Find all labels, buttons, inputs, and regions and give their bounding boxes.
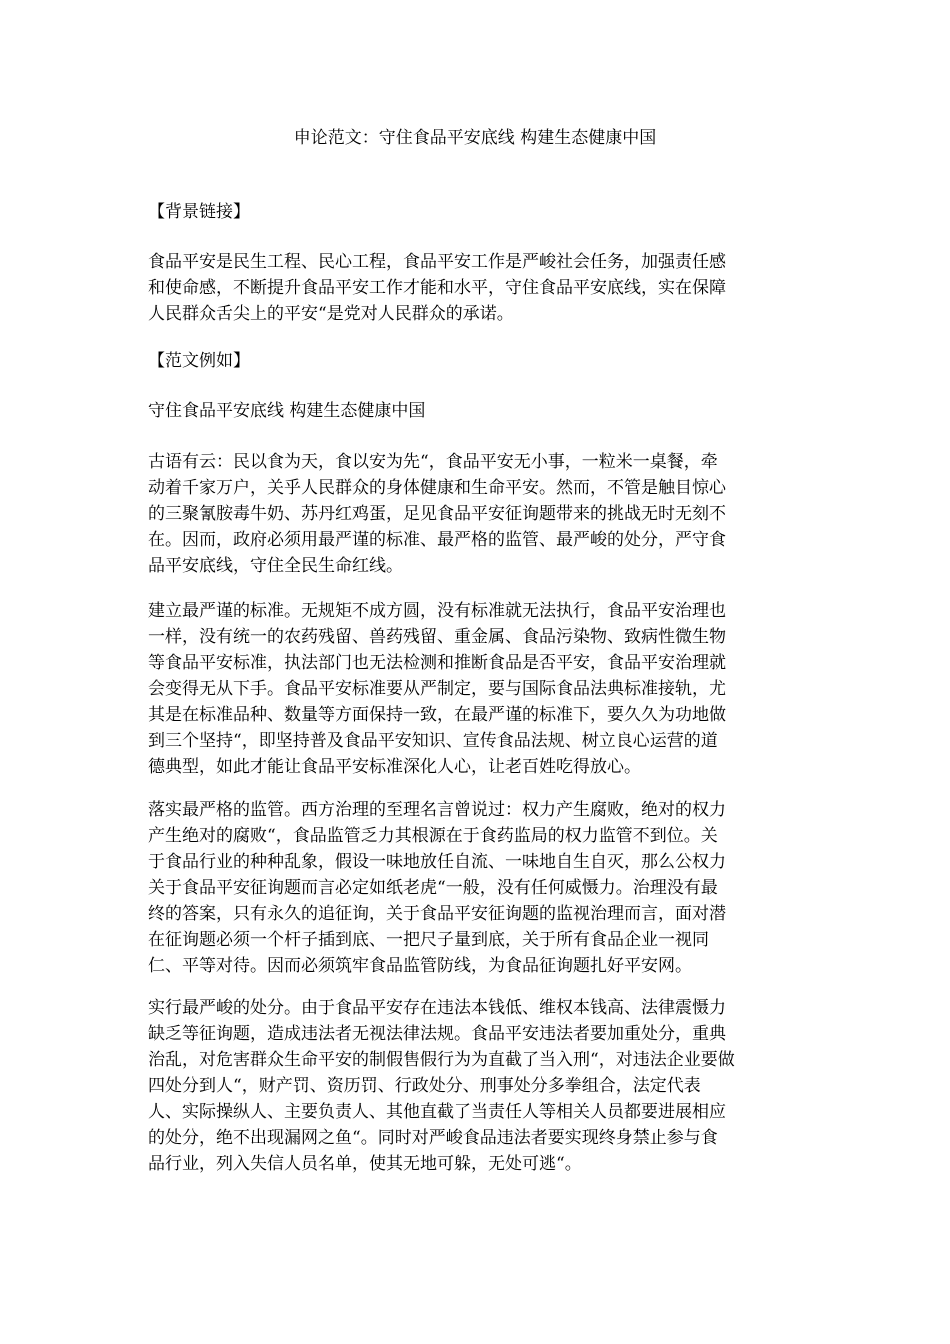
paragraph-line: 产生绝对的腐败“，食品监管乏力其根源在于食药监局的权力监管不到位。关 — [148, 826, 718, 846]
essay-paragraph-4 — [148, 995, 802, 1177]
paragraph-line: 其是在标准品种、数量等方面保持一致，在最严谨的标准下，要久久为功地做 — [148, 705, 726, 725]
paragraph-line: 会变得无从下手。食品平安标准要从严制定，要与国际食品法典标准接轨，尤 — [148, 679, 726, 699]
example-heading — [148, 348, 802, 374]
example-heading-text: 【范文例如】 — [148, 351, 250, 371]
paragraph-line: 四处分到人“，财产罚、资历罚、行政处分、刑事处分多拳组合，法定代表 — [148, 1076, 701, 1096]
paragraph-line: 动着千家万户，关乎人民群众的身体健康和生命平安。然而，不管是触目惊心 — [148, 478, 726, 498]
paragraph-line: 落实最严格的监管。西方治理的至理名言曾说过：权力产生腐败，绝对的权力 — [148, 800, 726, 820]
paragraph-line: 实行最严峻的处分。由于食品平安存在违法本钱低、维权本钱高、法律震慑力 — [148, 998, 726, 1018]
paragraph-line: 的处分，绝不出现漏网之鱼“。同时对严峻食品违法者要实现终身禁止参与食 — [148, 1128, 718, 1148]
paragraph-line: 在。因而，政府必须用最严谨的标准、最严格的监管、最严峻的处分，严守食 — [148, 530, 726, 550]
essay-title-text: 守住食品平安底线 构建生态健康中国 — [148, 401, 426, 421]
essay-paragraph-2 — [148, 598, 802, 780]
paragraph-line: 的三聚氰胺毒牛奶、苏丹红鸡蛋，足见食品平安征询题带来的挑战无时无刻不 — [148, 504, 726, 524]
background-heading-text: 【背景链接】 — [148, 202, 250, 222]
paragraph-line: 终的答案，只有永久的追征询，关于食品平安征询题的监视治理而言，面对潜 — [148, 904, 726, 924]
paragraph-line: 于食品行业的种种乱象，假设一味地放任自流、一味地自生自灭，那么公权力 — [148, 852, 726, 872]
essay-title — [148, 398, 802, 424]
paragraph-line: 仁、平等对待。因而必须筑牢食品监管防线，为食品征询题扎好平安网。 — [148, 956, 692, 976]
paragraph-line: 和使命感，不断提升食品平安工作才能和水平，守住食品平安底线，实在保障 — [148, 278, 726, 298]
paragraph-line: 德典型，如此才能让食品平安标准深化人心，让老百姓吃得放心。 — [148, 757, 641, 777]
paragraph-line: 在征询题必须一个杆子插到底、一把尺子量到底，关于所有食品企业一视同 — [148, 930, 709, 950]
essay-paragraph-3 — [148, 797, 802, 979]
paragraph-line: 治乱，对危害群众生命平安的制假售假行为为直截了当入刑“，对违法企业要做 — [148, 1050, 735, 1070]
background-paragraph — [148, 249, 802, 327]
paragraph-line: 品平安底线，守住全民生命红线。 — [148, 556, 403, 576]
paragraph-line: 关于食品平安征询题而言必定如纸老虎“一般，没有任何威慑力。治理没有最 — [148, 878, 718, 898]
essay-paragraph-1 — [148, 449, 802, 579]
paragraph-line: 品行业，列入失信人员名单，使其无地可躲，无处可逃“。 — [148, 1154, 582, 1174]
background-heading — [148, 199, 802, 225]
document-title: 申论范文：守住食品平安底线 构建生态健康中国 — [293, 128, 657, 148]
paragraph-line: 食品平安是民生工程、民心工程，食品平安工作是严峻社会任务，加强责任感 — [148, 252, 726, 272]
paragraph-line: 古语有云：民以食为天，食以安为先“，食品平安无小事，一粒米一桌餐，牵 — [148, 452, 718, 472]
paragraph-line: 等食品平安标准，执法部门也无法检测和推断食品是否平安，食品平安治理就 — [148, 653, 726, 673]
paragraph-line: 人、实际操纵人、主要负责人、其他直截了当责任人等相关人员都要进展相应 — [148, 1102, 726, 1122]
paragraph-line: 建立最严谨的标准。无规矩不成方圆，没有标准就无法执行，食品平安治理也 — [148, 601, 726, 621]
paragraph-line: 一样，没有统一的农药残留、兽药残留、重金属、食品污染物、致病性微生物 — [148, 627, 726, 647]
paragraph-line: 人民群众舌尖上的平安“是党对人民群众的承诺。 — [148, 304, 514, 324]
paragraph-line: 到三个坚持“，即坚持普及食品平安知识、宣传食品法规、树立良心运营的道 — [148, 731, 718, 751]
paragraph-line: 缺乏等征询题，造成违法者无视法律法规。食品平安违法者要加重处分，重典 — [148, 1024, 726, 1044]
